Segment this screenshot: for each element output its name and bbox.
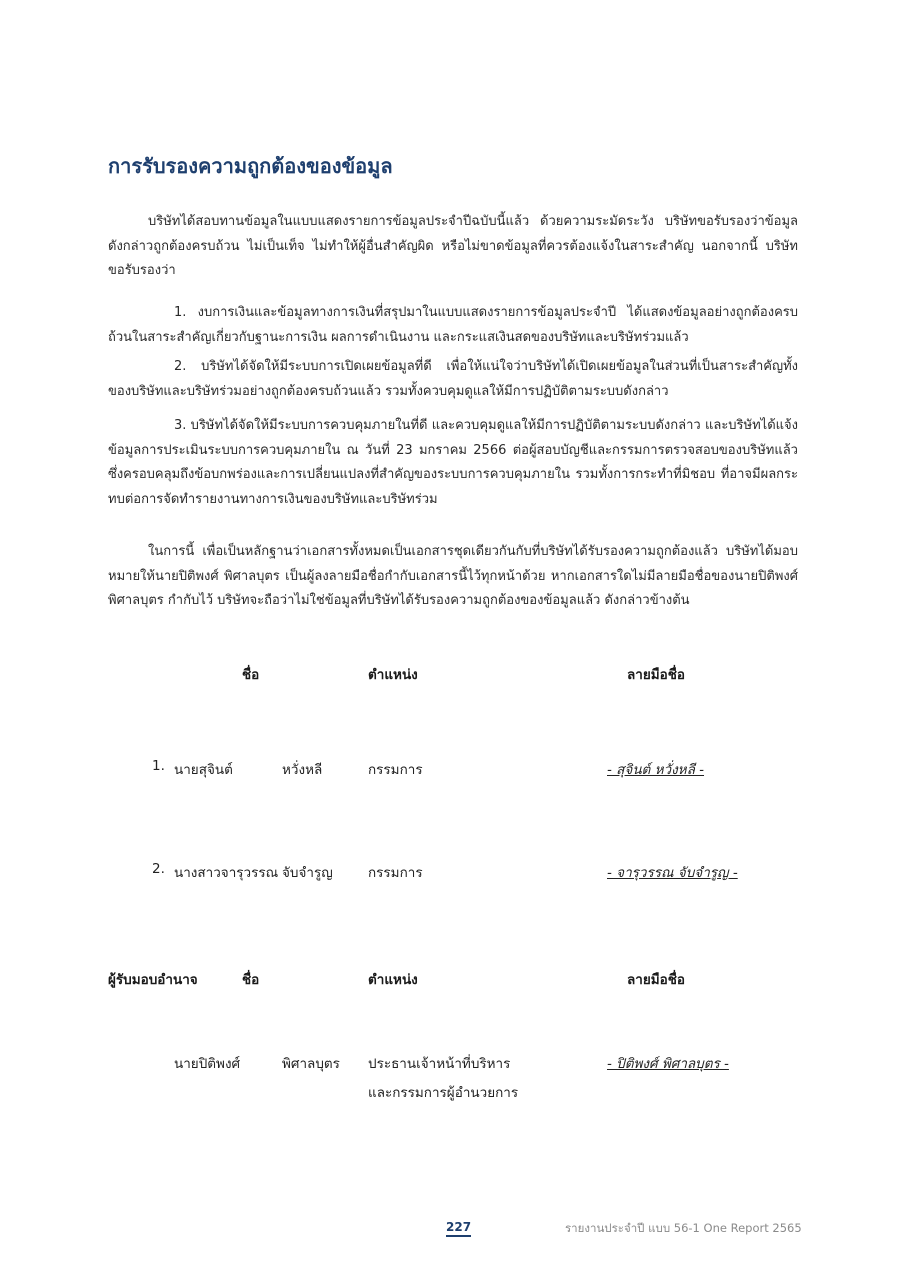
page-title: การรับรองความถูกต้องของข้อมูล xyxy=(108,154,393,178)
signatory-position: กรรมการ xyxy=(368,865,423,881)
signatory-signature: - สุจินต์ หวั่งหลี - xyxy=(607,762,705,778)
authorized-first-name: นายปิติพงศ์ xyxy=(174,1056,241,1072)
row-number: 1. xyxy=(152,758,165,774)
signatory-first-name: นางสาวจารุวรรณ xyxy=(174,865,279,881)
intro-paragraph: บริษัทได้สอบทานข้อมูลในแบบแสดงรายการข้อมูลประจำปีฉบับนี้แล้ว ด้วยความระมัดระวัง บริษัทขอรับรองว่าข้อมูลดังกล่าวถูกต้องครบถ้วน ไม่เป็นเท็จ ไม่ทำให้ผู้อื่นสำคัญผิด หรือไม่ขาดข้อมูลที่ควรต้องแจ้งในสาระสำคัญ นอกจากนี้ บริษัทขอรับรองว่า xyxy=(108,214,798,278)
certification-item-2: 2. บริษัทได้จัดให้มีระบบการเปิดเผยข้อมูลที่ดี เพื่อให้แน่ใจว่าบริษัทได้เปิดเผยข้อมูลในส่วนที่เป็นสาระสำคัญทั้งของบริษัทและบริษัทร่วมอย่างถูกต้องครบถ้วนแล้ว รวมทั้งควบคุมดูแลให้มีการปฏิบัติตามระบบดังกล่าว xyxy=(108,359,798,399)
header-signature: ลายมือชื่อ xyxy=(627,972,686,988)
authorized-position-line-2: และกรรมการผู้อำนวยการ xyxy=(368,1085,519,1101)
header-authorized-person: ผู้รับมอบอำนาจ xyxy=(108,972,198,988)
closing-paragraph: ในการนี้ เพื่อเป็นหลักฐานว่าเอกสารทั้งหมดเป็นเอกสารชุดเดียวกันกับที่บริษัทได้รับรองความถูกต้องแล้ว บริษัทได้มอบหมายให้นายปิติพงศ์ พิศาลบุตร เป็นผู้ลงลายมือชื่อกำกับเอกสารนี้ไว้ทุกหน้าด้วย หากเอกสารใดไม่มีลายมือชื่อของนายปิติพงศ์ พิศาลบุตร กำกับไว้ บริษัทจะถือว่าไม่ใช่ข้อมูลที่บริษัทได้รับรองความถูกต้องของข้อมูลแล้ว ดังกล่าวข้างต้น xyxy=(108,544,798,608)
page-number: 227 xyxy=(446,1220,471,1237)
signatory-position: กรรมการ xyxy=(368,762,423,778)
authorized-signature: - ปิติพงศ์ พิศาลบุตร - xyxy=(607,1056,729,1072)
header-name: ชื่อ xyxy=(242,667,260,683)
authorized-last-name: พิศาลบุตร xyxy=(282,1056,340,1072)
signatory-signature: - จารุวรรณ จับจำรูญ - xyxy=(607,865,738,881)
authorized-position-line-1: ประธานเจ้าหน้าที่บริหาร xyxy=(368,1056,511,1072)
certification-item-3: 3. บริษัทได้จัดให้มีระบบการควบคุมภายในที่ดี และควบคุมดูแลให้มีการปฏิบัติตามระบบดังกล่าว และบริษัทได้แจ้งข้อมูลการประเมินระบบการควบคุมภายใน ณ วันที่ 23 มกราคม 2566 ต่อผู้สอบบัญชีและกรรมการตรวจสอบของบริษัทแล้ว ซึ่งครอบคลุมถึงข้อบกพร่องและการเปลี่ยนแปลงที่สำคัญของระบบการควบคุมภายใน รวมทั้งการกระทำที่มิชอบ ที่อาจมีผลกระทบต่อการจัดทำรายงานทางการเงินของบริษัทและบริษัทร่วม xyxy=(108,418,798,507)
header-signature: ลายมือชื่อ xyxy=(627,667,686,683)
signatory-last-name: จับจำรูญ xyxy=(282,865,333,881)
header-position: ตำแหน่ง xyxy=(368,667,418,683)
certification-item-1: 1. งบการเงินและข้อมูลทางการเงินที่สรุปมาในแบบแสดงรายการข้อมูลประจำปี ได้แสดงข้อมูลอย่างถูกต้องครบถ้วนในสาระสำคัญเกี่ยวกับฐานะการเงิน ผลการดำเนินงาน และกระแสเงินสดของบริษัทและบริษัทร่วมแล้ว xyxy=(108,305,798,345)
row-number: 2. xyxy=(152,861,165,877)
header-position: ตำแหน่ง xyxy=(368,972,418,988)
signatory-last-name: หวั่งหลี xyxy=(282,762,323,778)
report-title: รายงานประจำปี แบบ 56-1 One Report 2565 xyxy=(565,1221,802,1235)
header-name: ชื่อ xyxy=(242,972,260,988)
signatory-first-name: นายสุจินต์ xyxy=(174,762,233,778)
